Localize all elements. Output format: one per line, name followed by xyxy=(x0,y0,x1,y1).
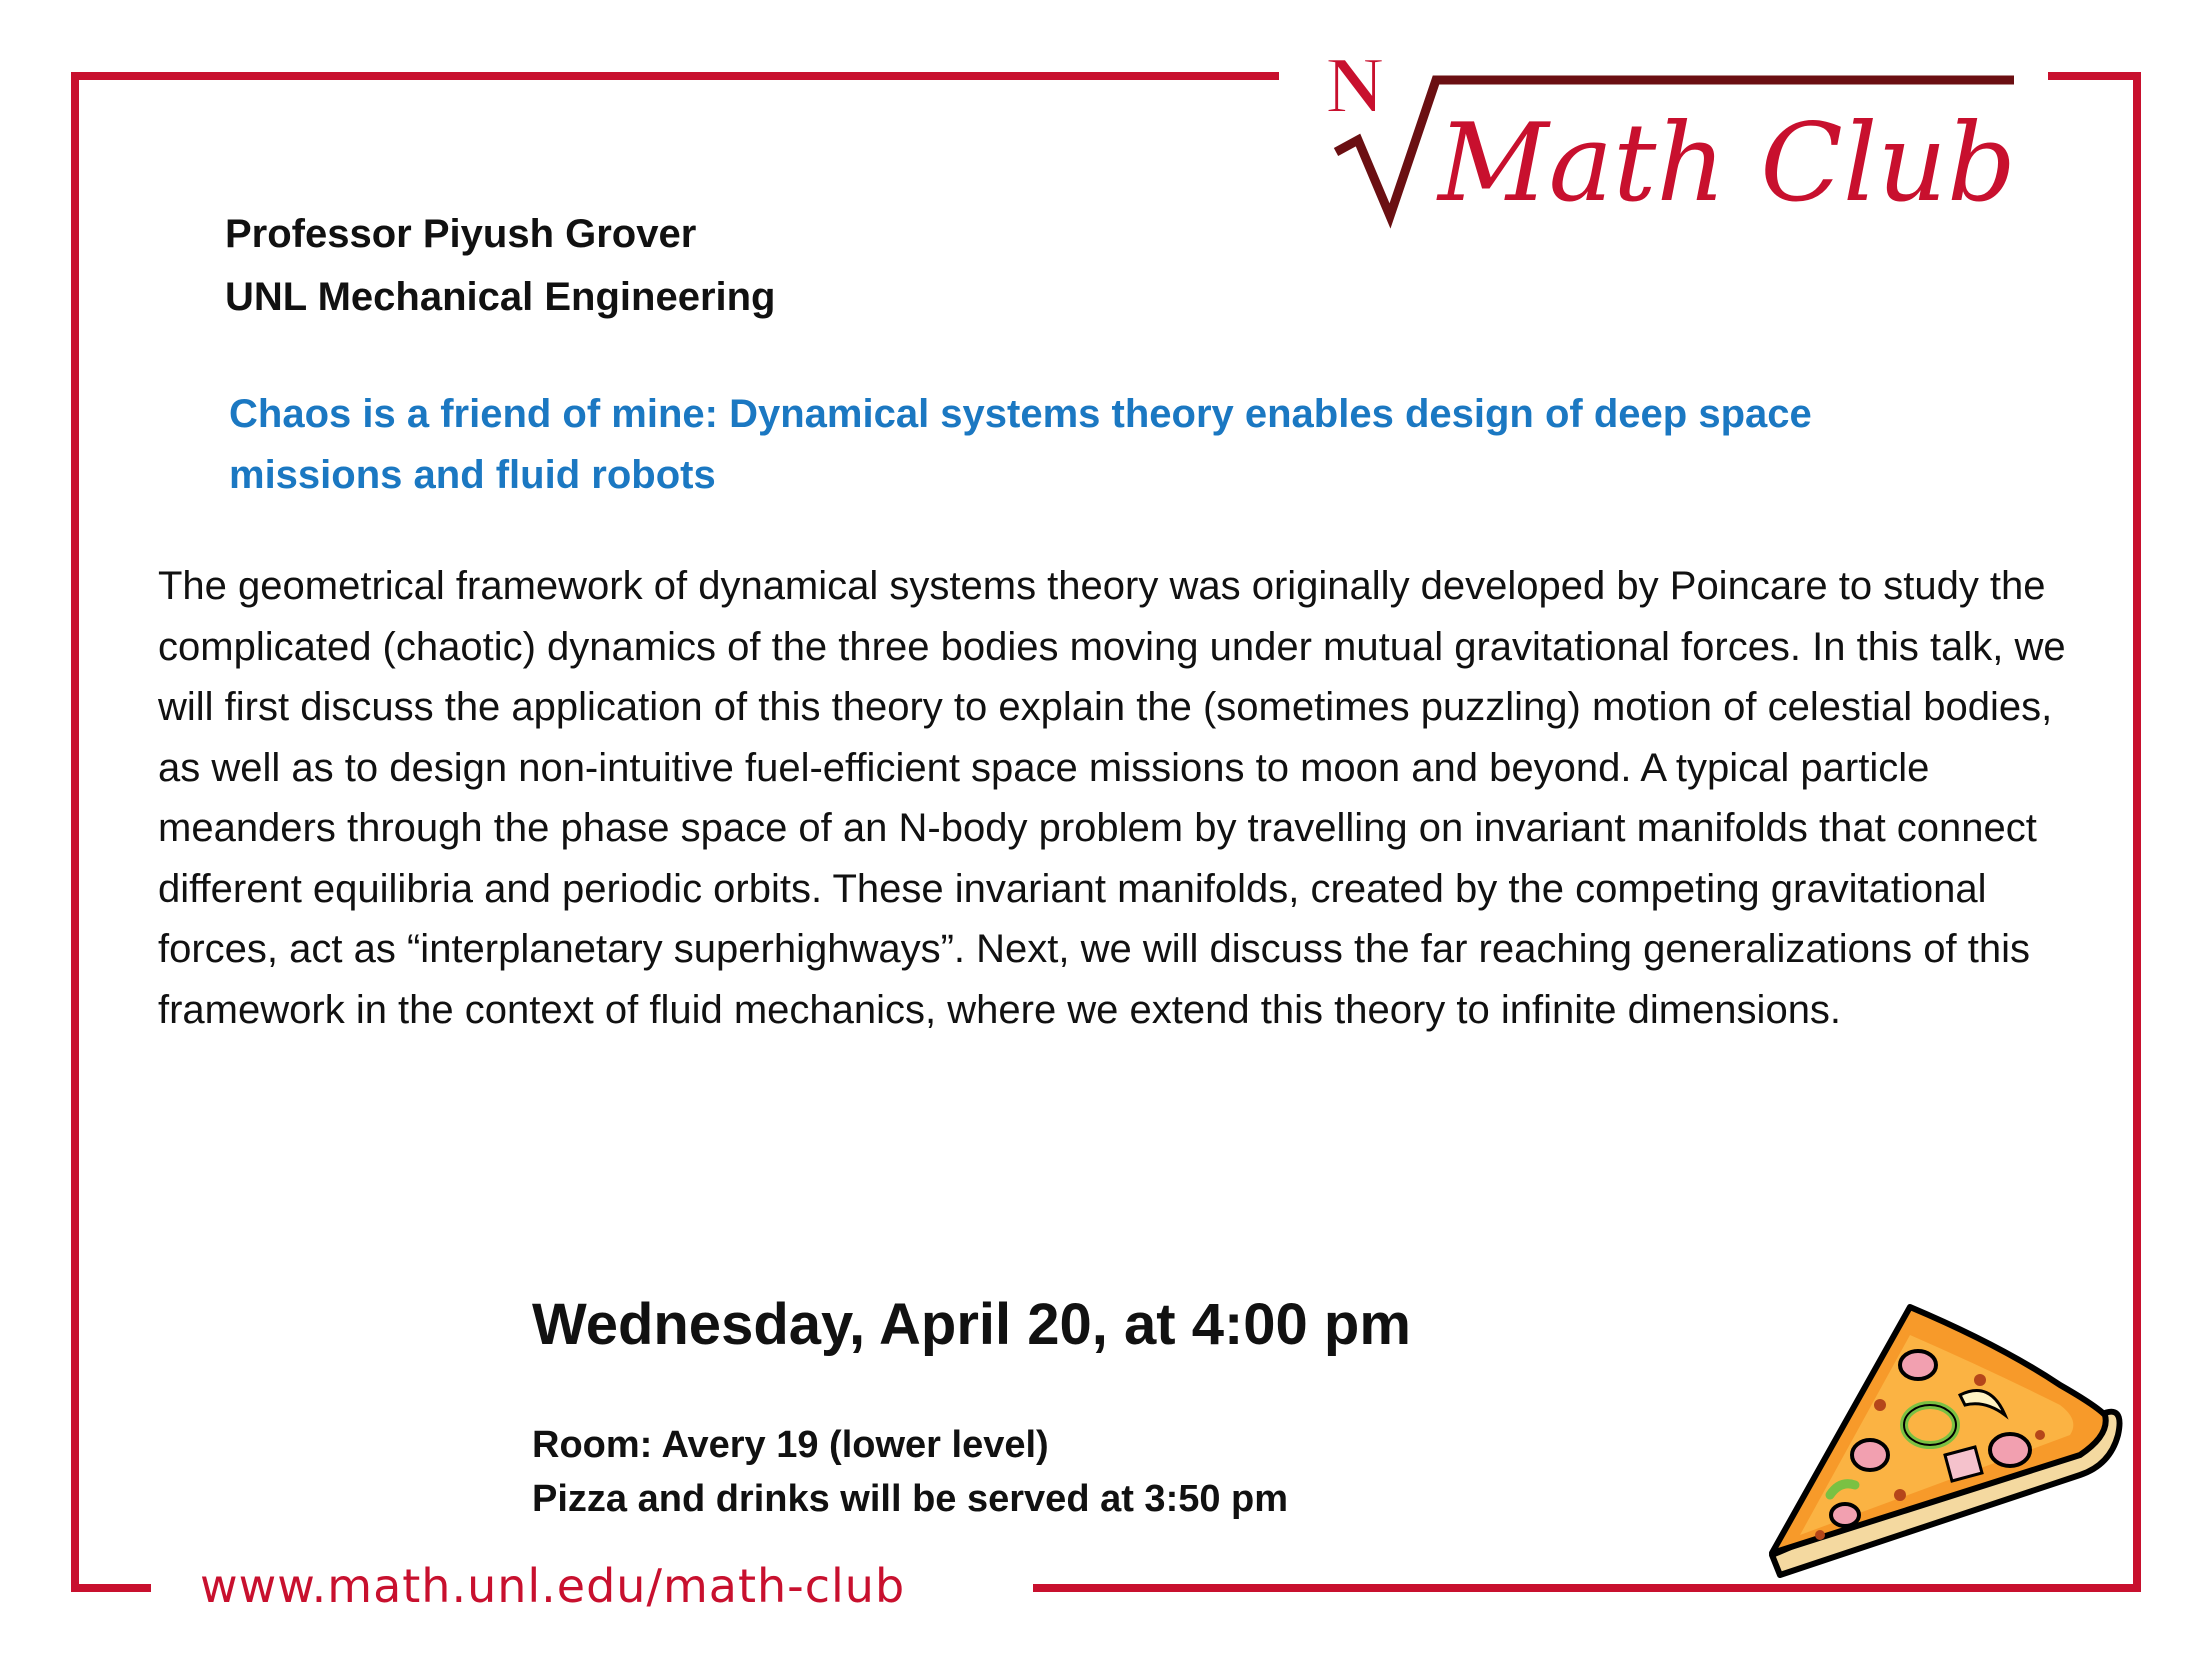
event-food: Pizza and drinks will be served at 3:50 pm xyxy=(532,1478,1289,1520)
logo-club-name: Math Club xyxy=(1438,101,2017,226)
speaker-block xyxy=(225,203,776,329)
pizza-slice-icon xyxy=(1760,1285,2130,1585)
frame-left xyxy=(71,72,79,1592)
frame-bottom-left xyxy=(71,1584,151,1592)
frame-right xyxy=(2133,72,2141,1592)
speaker-affiliation: UNL Mechanical Engineering xyxy=(225,275,776,319)
talk-abstract: The geometrical framework of dynamical systems theory was originally developed by Poincare to study the complicated (chaotic) dynamics of the three bodies moving under mutual gravitational forces. In this talk, we will first discuss the application of this theory to explain the (sometimes puzzling) motion of celestial bodies, as well as to design non-intuitive fuel-efficient space missions to moon and beyond. A typical particle meanders through the phase space of an N-body problem by travelling on invariant manifolds that connect different equilibria and periodic orbits. These invariant manifolds, created by the competing gravitational forces, act as “interplanetary superhighways”. Next, we will discuss the far reaching generalizations of this framework in the context of fluid mechanics, where we extend this theory to infinite dimensions. xyxy=(158,564,2066,1032)
speaker-name: Professor Piyush Grover xyxy=(225,212,697,256)
event-date: Wednesday, April 20, at 4:00 pm xyxy=(532,1292,1411,1357)
event-room: Room: Avery 19 (lower level) xyxy=(532,1424,1049,1466)
frame-top-right xyxy=(2048,72,2140,80)
talk-title: Chaos is a friend of mine: Dynamical systems theory enables design of deep space missions and fluid robots xyxy=(229,392,1812,497)
website-link[interactable]: www.math.unl.edu/math-club xyxy=(200,1559,906,1613)
math-club-logo xyxy=(1318,40,2038,240)
frame-bottom-right xyxy=(1033,1584,2141,1592)
event-details xyxy=(532,1418,1288,1526)
logo-letter: N xyxy=(1326,42,1384,130)
frame-top-left xyxy=(71,72,1279,80)
